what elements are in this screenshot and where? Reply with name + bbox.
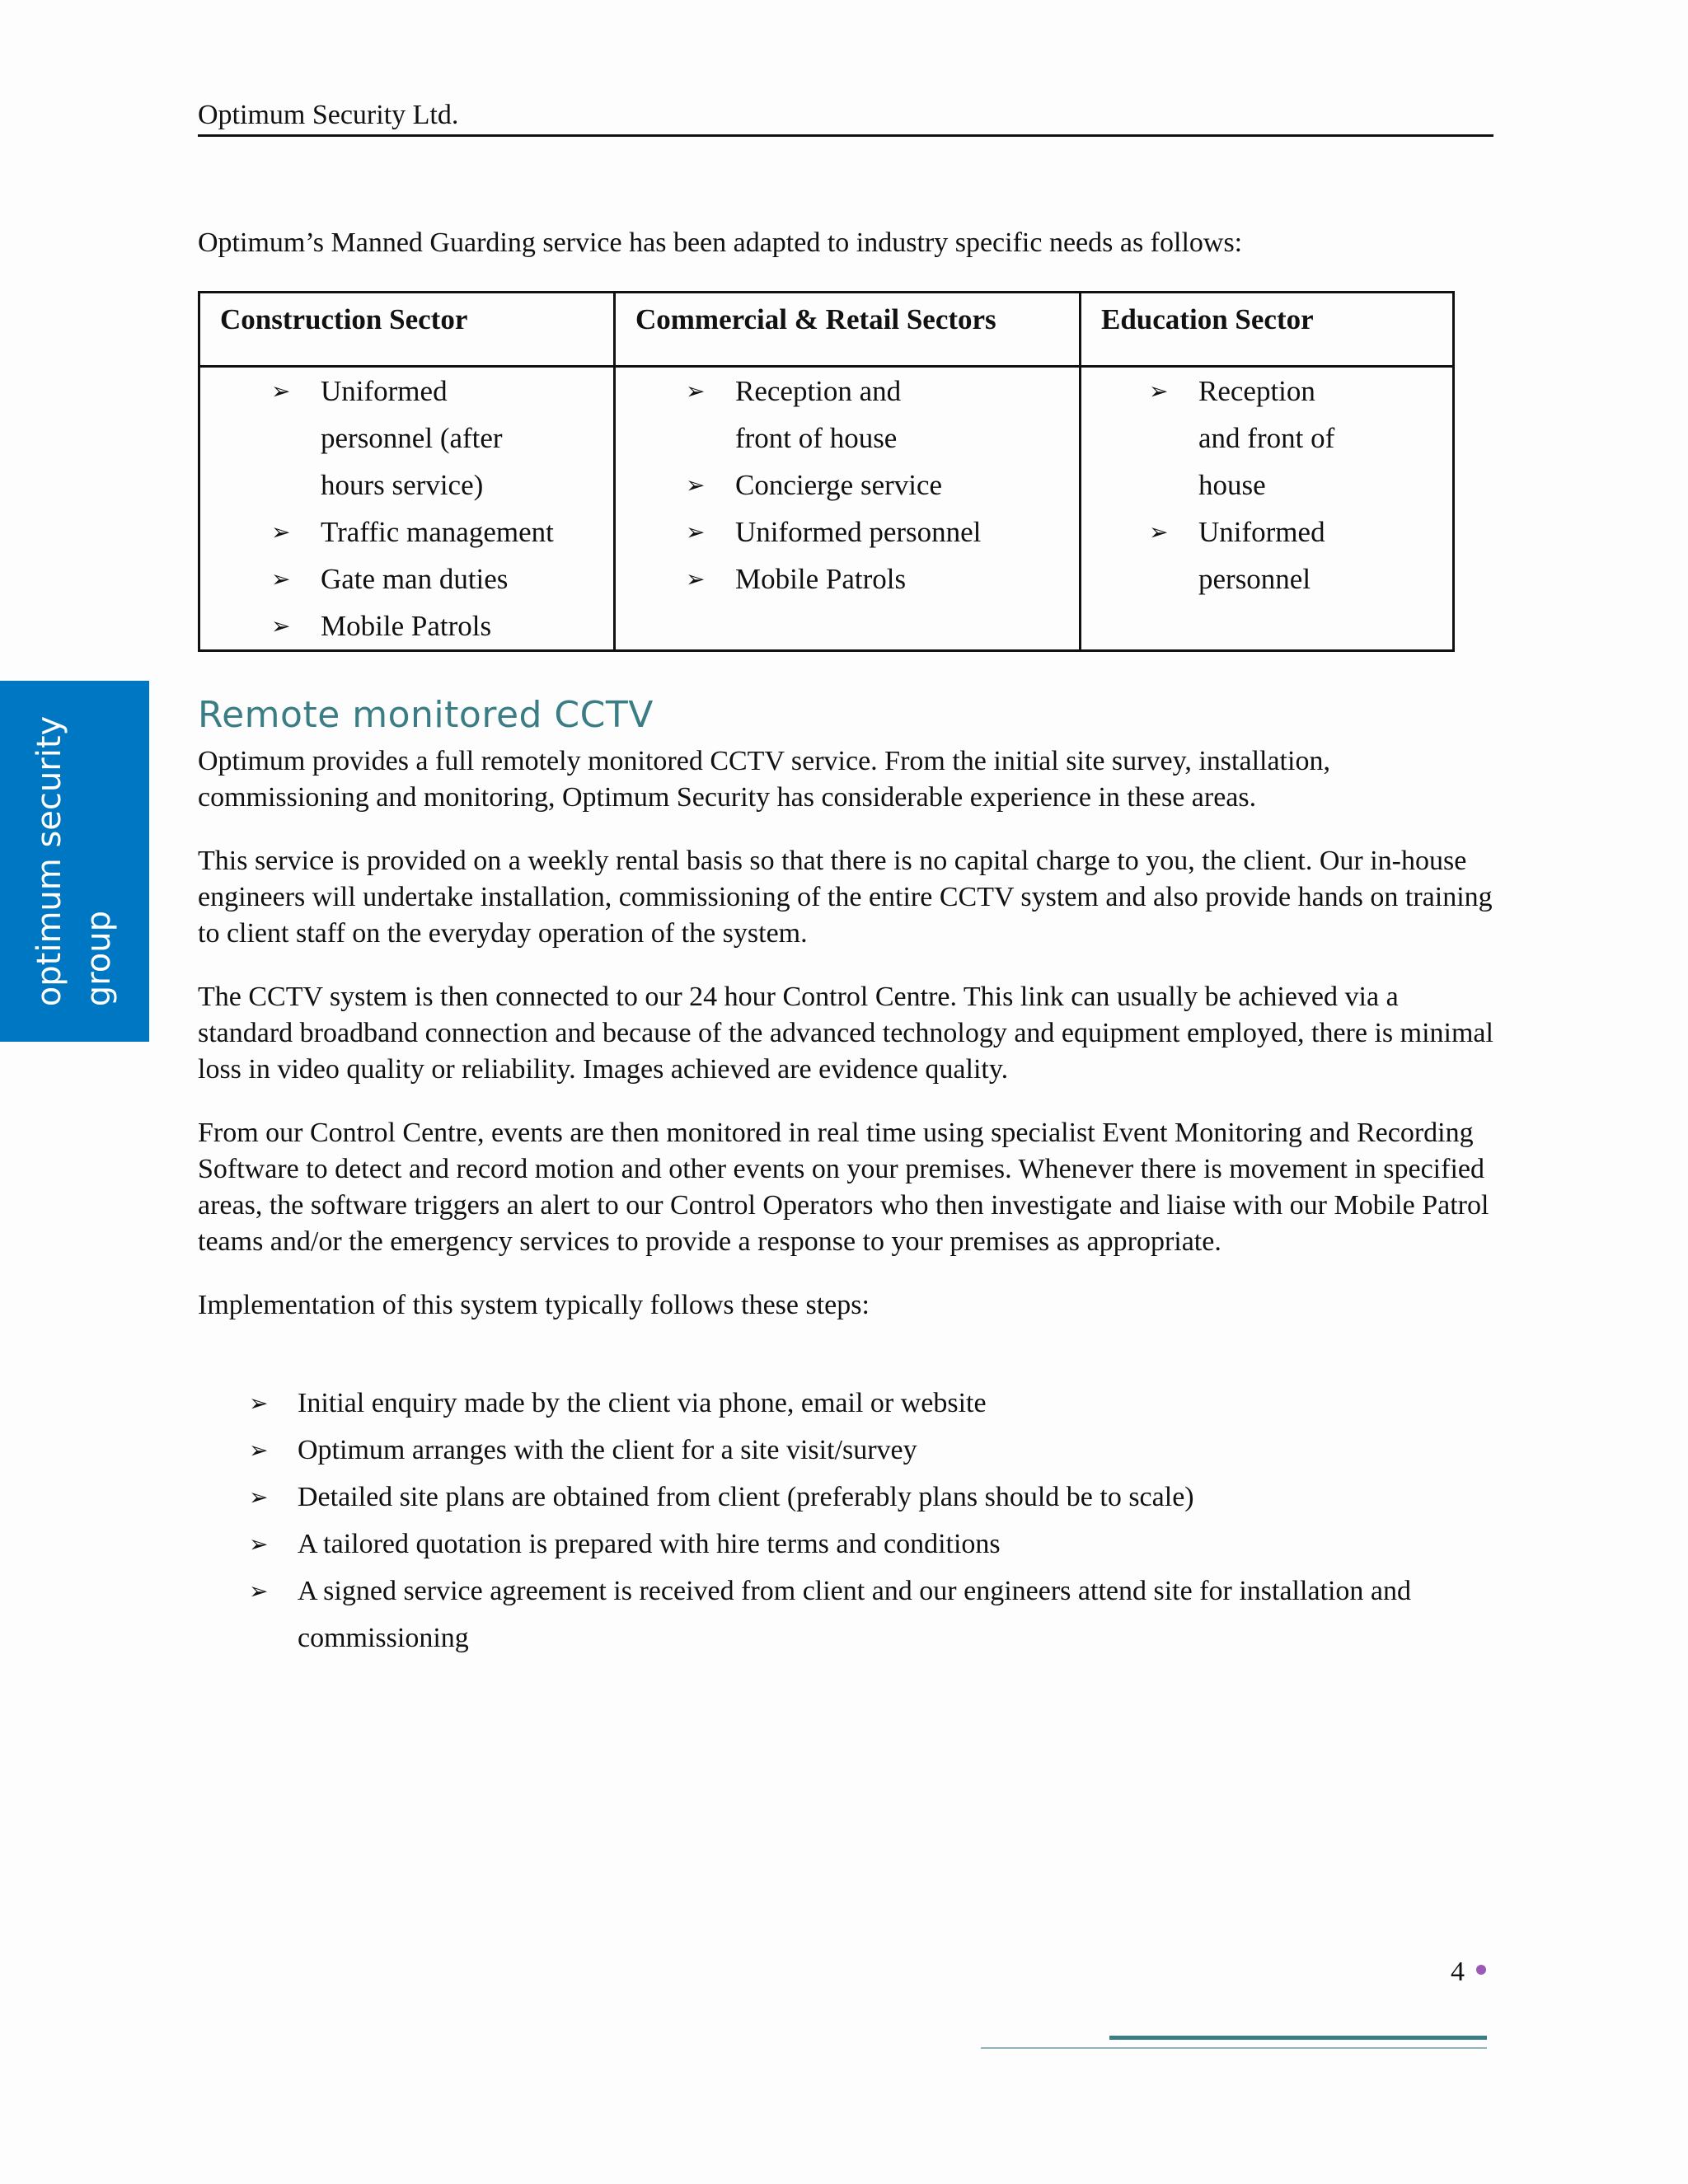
list-item: ➢ Uniformed personnel <box>616 509 1079 555</box>
table-row <box>199 367 1454 651</box>
header-company-name: Optimum Security Ltd. <box>198 100 459 130</box>
page-number: 4 <box>1451 1957 1465 1987</box>
table-heading-commercial-retail: Commercial & Retail Sectors <box>615 293 1081 367</box>
arrow-bullet-icon: ➢ <box>1149 377 1169 405</box>
construction-list <box>200 368 613 649</box>
arrow-bullet-icon: ➢ <box>271 612 291 640</box>
arrow-bullet-icon: ➢ <box>1149 518 1169 546</box>
arrow-bullet-icon: ➢ <box>271 518 291 546</box>
intro-paragraph: Optimum’s Manned Guarding service has been adapted to industry specific needs as follows: <box>198 227 1243 258</box>
arrow-bullet-icon: ➢ <box>686 377 706 405</box>
sectors-table <box>198 291 1455 652</box>
list-item: ➢ Initial enquiry made by the client via phone, email or website <box>198 1380 1500 1427</box>
arrow-bullet-icon: ➢ <box>249 1436 269 1464</box>
list-item: ➢ Reception and front of house <box>1081 368 1363 509</box>
list-item: ➢ Mobile Patrols <box>200 602 613 649</box>
paragraph: This service is provided on a weekly rental basis so that there is no capital charge to you, the client. Our in-house engineers will undertake installation, commissioning of the entire CCTV system and also provide hands on training to client staff on the everyday operation of the system. <box>198 846 1493 949</box>
arrow-bullet-icon: ➢ <box>271 377 291 405</box>
paragraph: From our Control Centre, events are then monitored in real time using specialist Event Monitoring and Recording Software to detect and record motion and other events on your premises. Whenever there is movement in specified areas, the software triggers an alert to our Control Operators who then investigate and liaise with our Mobile Patrol teams and/or the emergency services to provide a response to your premises as appropriate. <box>198 1118 1489 1257</box>
arrow-bullet-icon: ➢ <box>686 565 706 593</box>
list-item: ➢ A signed service agreement is received from client and our engineers attend site for installation and commissioning <box>198 1568 1443 1661</box>
list-item: ➢ Reception and front of house <box>616 368 908 462</box>
table-header-row <box>199 293 1454 367</box>
list-item: ➢ Optimum arranges with the client for a site visit/survey <box>198 1427 1500 1474</box>
list-item: ➢ Gate man duties <box>200 555 613 602</box>
implementation-steps <box>198 1380 1500 1661</box>
section-body <box>198 743 1500 1351</box>
steps-list <box>198 1380 1500 1661</box>
side-brand-line-2: group <box>80 911 118 1007</box>
commercial-retail-cell <box>615 367 1081 651</box>
list-item: ➢ Uniformed personnel <box>1081 509 1347 602</box>
list-item: ➢ Detailed site plans are obtained from client (preferably plans should be to scale) <box>198 1474 1500 1521</box>
section-heading: Remote monitored CCTV <box>198 694 654 736</box>
arrow-bullet-icon: ➢ <box>249 1530 269 1558</box>
arrow-bullet-icon: ➢ <box>271 565 291 593</box>
table-heading-construction: Construction Sector <box>199 293 615 367</box>
table-heading-education: Education Sector <box>1081 293 1454 367</box>
arrow-bullet-icon: ➢ <box>249 1483 269 1511</box>
arrow-bullet-icon: ➢ <box>686 518 706 546</box>
list-item: ➢ Uniformed personnel (after hours service) <box>200 368 510 509</box>
construction-cell <box>199 367 615 651</box>
side-brand-line-1: optimum security <box>30 715 68 1007</box>
list-item: ➢ Mobile Patrols <box>616 555 1079 602</box>
footer-accent-line <box>1109 2036 1487 2040</box>
footer-line <box>981 2047 1487 2049</box>
arrow-bullet-icon: ➢ <box>686 471 706 499</box>
paragraph: The CCTV system is then connected to our 24 hour Control Centre. This link can usually be achieved via a standard broadband connection and because of the advanced technology and equipment employed, there is minimal loss in video quality or reliability. Images achieved are evidence quality. <box>198 982 1493 1085</box>
page-dot-icon <box>1476 1965 1486 1975</box>
education-cell <box>1081 367 1454 651</box>
arrow-bullet-icon: ➢ <box>249 1577 269 1605</box>
education-list <box>1081 368 1452 602</box>
arrow-bullet-icon: ➢ <box>249 1390 269 1417</box>
list-item: ➢ A tailored quotation is prepared with hire terms and conditions <box>198 1521 1500 1568</box>
list-item: ➢ Traffic management <box>200 509 613 555</box>
side-brand-text <box>25 716 124 1006</box>
paragraph: Optimum provides a full remotely monitored CCTV service. From the initial site survey, installation, commissioning and monitoring, Optimum Security has considerable experience in these areas. <box>198 746 1330 813</box>
commercial-retail-list <box>616 368 1079 602</box>
paragraph: Implementation of this system typically follows these steps: <box>198 1290 870 1320</box>
header-rule <box>198 134 1493 137</box>
side-brand-tab <box>0 681 149 1042</box>
list-item: ➢ Concierge service <box>616 462 1079 509</box>
